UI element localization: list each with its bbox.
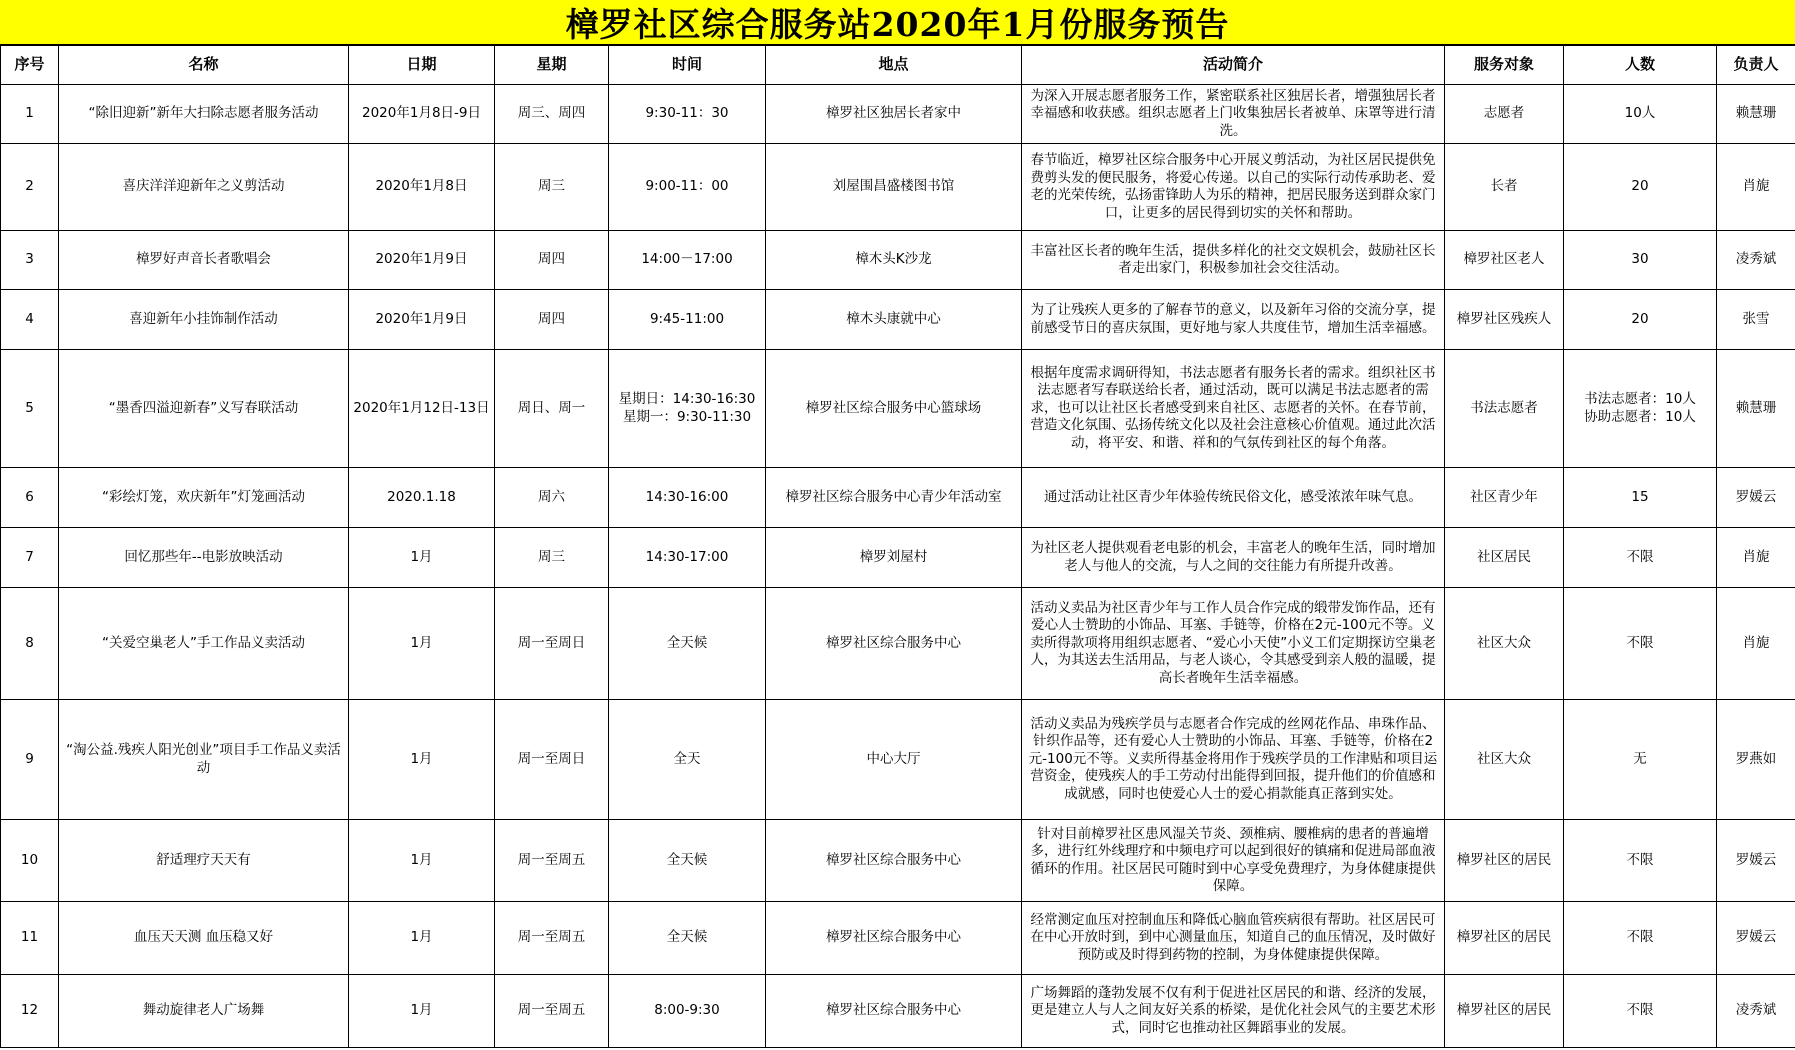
cell-leader: 肖旎 bbox=[1717, 144, 1795, 231]
cell-no: 11 bbox=[1, 902, 59, 975]
cell-count: 20 bbox=[1564, 144, 1717, 231]
cell-weekday: 周三 bbox=[495, 144, 609, 231]
cell-time: 9:00-11：00 bbox=[609, 144, 766, 231]
cell-name: 舒适理疗天天有 bbox=[59, 820, 349, 902]
cell-intro: 通过活动让社区青少年体验传统民俗文化，感受浓浓年味气息。 bbox=[1022, 468, 1445, 528]
cell-intro: 丰富社区长者的晚年生活，提供多样化的社交文娱机会，鼓励社区长者走出家门，积极参加社会交往活动。 bbox=[1022, 231, 1445, 290]
cell-no: 6 bbox=[1, 468, 59, 528]
cell-target: 社区大众 bbox=[1445, 588, 1564, 700]
cell-time: 9:45-11:00 bbox=[609, 290, 766, 350]
table-row bbox=[1, 290, 1795, 350]
cell-count: 不限 bbox=[1564, 975, 1717, 1048]
cell-name: 回忆那些年--电影放映活动 bbox=[59, 528, 349, 588]
cell-date: 2020年1月12日-13日 bbox=[349, 350, 495, 468]
header-no: 序号 bbox=[1, 46, 59, 85]
cell-no: 9 bbox=[1, 700, 59, 820]
cell-date: 2020.1.18 bbox=[349, 468, 495, 528]
cell-target: 社区青少年 bbox=[1445, 468, 1564, 528]
cell-date: 1月 bbox=[349, 588, 495, 700]
header-time: 时间 bbox=[609, 46, 766, 85]
table-row bbox=[1, 902, 1795, 975]
cell-intro: 为了让残疾人更多的了解春节的意义，以及新年习俗的交流分享，提前感受节日的喜庆氛围，更好地与家人共度佳节，增加生活幸福感。 bbox=[1022, 290, 1445, 350]
cell-target: 书法志愿者 bbox=[1445, 350, 1564, 468]
cell-target: 樟罗社区的居民 bbox=[1445, 902, 1564, 975]
cell-count: 不限 bbox=[1564, 528, 1717, 588]
cell-time: 8:00-9:30 bbox=[609, 975, 766, 1048]
cell-place: 樟罗社区综合服务中心 bbox=[766, 820, 1022, 902]
cell-name: “关爱空巢老人”手工作品义卖活动 bbox=[59, 588, 349, 700]
cell-leader: 肖旎 bbox=[1717, 528, 1795, 588]
header-target: 服务对象 bbox=[1445, 46, 1564, 85]
cell-count: 书法志愿者：10人 协助志愿者：10人 bbox=[1564, 350, 1717, 468]
cell-count: 无 bbox=[1564, 700, 1717, 820]
cell-time: 全天候 bbox=[609, 902, 766, 975]
header-weekday: 星期 bbox=[495, 46, 609, 85]
cell-place: 樟罗社区综合服务中心 bbox=[766, 975, 1022, 1048]
cell-no: 10 bbox=[1, 820, 59, 902]
header-name: 名称 bbox=[59, 46, 349, 85]
cell-count: 15 bbox=[1564, 468, 1717, 528]
cell-name: 舞动旋律老人广场舞 bbox=[59, 975, 349, 1048]
cell-weekday: 周一至周日 bbox=[495, 588, 609, 700]
cell-time: 全天 bbox=[609, 700, 766, 820]
cell-place: 樟木头K沙龙 bbox=[766, 231, 1022, 290]
cell-name: 喜庆洋洋迎新年之义剪活动 bbox=[59, 144, 349, 231]
cell-target: 樟罗社区的居民 bbox=[1445, 975, 1564, 1048]
cell-date: 1月 bbox=[349, 700, 495, 820]
cell-leader: 赖慧珊 bbox=[1717, 350, 1795, 468]
cell-no: 3 bbox=[1, 231, 59, 290]
cell-leader: 肖旎 bbox=[1717, 588, 1795, 700]
cell-weekday: 周四 bbox=[495, 290, 609, 350]
cell-date: 1月 bbox=[349, 902, 495, 975]
cell-target: 社区居民 bbox=[1445, 528, 1564, 588]
service-schedule-table bbox=[0, 45, 1795, 1048]
cell-place: 樟罗社区综合服务中心青少年活动室 bbox=[766, 468, 1022, 528]
cell-no: 5 bbox=[1, 350, 59, 468]
cell-intro: 春节临近，樟罗社区综合服务中心开展义剪活动，为社区居民提供免费剪头发的便民服务，将爱心传递。以自己的实际行动传承助老、爱老的光荣传统，弘扬雷锋助人为乐的精神，把居民服务送到群众家门口，让更多的居民得到切实的关怀和帮助。 bbox=[1022, 144, 1445, 231]
cell-place: 樟罗社区综合服务中心 bbox=[766, 902, 1022, 975]
cell-intro: 活动义卖品为残疾学员与志愿者合作完成的丝网花作品、串珠作品、针织作品等，还有爱心人士赞助的小饰品、耳塞、手链等，价格在2元-100元不等。义卖所得基金将用作于残疾学员的工作津贴和项目运营资金，使残疾人的手工劳动付出能得到回报，提升他们的价值感和成就感，同时也使爱心人士的爱心捐款能真正落到实处。 bbox=[1022, 700, 1445, 820]
cell-weekday: 周四 bbox=[495, 231, 609, 290]
table-row bbox=[1, 350, 1795, 468]
table-row bbox=[1, 231, 1795, 290]
cell-no: 2 bbox=[1, 144, 59, 231]
cell-leader: 罗燕如 bbox=[1717, 700, 1795, 820]
cell-no: 4 bbox=[1, 290, 59, 350]
cell-weekday: 周一至周五 bbox=[495, 975, 609, 1048]
table-row bbox=[1, 588, 1795, 700]
cell-name: “淘公益.残疾人阳光创业”项目手工作品义卖活动 bbox=[59, 700, 349, 820]
cell-place: 樟罗社区独居长者家中 bbox=[766, 85, 1022, 144]
cell-intro: 广场舞蹈的蓬勃发展不仅有利于促进社区居民的和谐、经济的发展，更是建立人与人之间友好关系的桥梁，是优化社会风气的主要艺术形式，同时它也推动社区舞蹈事业的发展。 bbox=[1022, 975, 1445, 1048]
cell-count: 不限 bbox=[1564, 902, 1717, 975]
cell-name: “彩绘灯笼，欢庆新年”灯笼画活动 bbox=[59, 468, 349, 528]
cell-count: 10人 bbox=[1564, 85, 1717, 144]
header-place: 地点 bbox=[766, 46, 1022, 85]
table-row bbox=[1, 528, 1795, 588]
cell-no: 7 bbox=[1, 528, 59, 588]
cell-place: 樟罗社区综合服务中心篮球场 bbox=[766, 350, 1022, 468]
cell-leader: 凌秀斌 bbox=[1717, 231, 1795, 290]
header-intro: 活动简介 bbox=[1022, 46, 1445, 85]
cell-place: 刘屋围昌盛楼图书馆 bbox=[766, 144, 1022, 231]
cell-place: 中心大厅 bbox=[766, 700, 1022, 820]
cell-place: 樟罗刘屋村 bbox=[766, 528, 1022, 588]
cell-no: 12 bbox=[1, 975, 59, 1048]
cell-time: 14:30-16:00 bbox=[609, 468, 766, 528]
cell-date: 1月 bbox=[349, 975, 495, 1048]
cell-weekday: 周三 bbox=[495, 528, 609, 588]
table-row bbox=[1, 468, 1795, 528]
cell-weekday: 周一至周五 bbox=[495, 820, 609, 902]
cell-date: 2020年1月8日 bbox=[349, 144, 495, 231]
cell-no: 1 bbox=[1, 85, 59, 144]
cell-date: 2020年1月9日 bbox=[349, 290, 495, 350]
cell-count: 20 bbox=[1564, 290, 1717, 350]
cell-name: 血压天天测 血压稳又好 bbox=[59, 902, 349, 975]
cell-weekday: 周三、周四 bbox=[495, 85, 609, 144]
cell-weekday: 周一至周日 bbox=[495, 700, 609, 820]
cell-name: “除旧迎新”新年大扫除志愿者服务活动 bbox=[59, 85, 349, 144]
header-date: 日期 bbox=[349, 46, 495, 85]
cell-leader: 赖慧珊 bbox=[1717, 85, 1795, 144]
cell-place: 樟罗社区综合服务中心 bbox=[766, 588, 1022, 700]
cell-target: 社区大众 bbox=[1445, 700, 1564, 820]
cell-intro: 针对目前樟罗社区患风湿关节炎、颈椎病、腰椎病的患者的普遍增多，进行红外线理疗和中频电疗可以起到很好的镇痛和促进局部血液循环的作用。社区居民可随时到中心享受免费理疗，为身体健康提供保障。 bbox=[1022, 820, 1445, 902]
header-count: 人数 bbox=[1564, 46, 1717, 85]
cell-time: 14:30-17:00 bbox=[609, 528, 766, 588]
cell-date: 1月 bbox=[349, 528, 495, 588]
cell-count: 不限 bbox=[1564, 588, 1717, 700]
cell-intro: 为社区老人提供观看老电影的机会，丰富老人的晚年生活，同时增加老人与他人的交流，与人之间的交往能力有所提升改善。 bbox=[1022, 528, 1445, 588]
cell-weekday: 周日、周一 bbox=[495, 350, 609, 468]
header-row bbox=[1, 46, 1795, 85]
cell-intro: 根据年度需求调研得知，书法志愿者有服务长者的需求。组织社区书法志愿者写春联送给长者，通过活动，既可以满足书法志愿者的需求，也可以让社区长者感受到来自社区、志愿者的关怀。在春节前，营造文化氛围、弘扬传统文化以及社会注意核心价值观。通过此次活动，将平安、和谐、祥和的气氛传到社区的每个角落。 bbox=[1022, 350, 1445, 468]
cell-name: 樟罗好声音长者歌唱会 bbox=[59, 231, 349, 290]
table-row bbox=[1, 700, 1795, 820]
page-title: 樟罗社区综合服务站2020年1月份服务预告 bbox=[0, 0, 1795, 45]
cell-target: 樟罗社区残疾人 bbox=[1445, 290, 1564, 350]
header-leader: 负责人 bbox=[1717, 46, 1795, 85]
table-row bbox=[1, 144, 1795, 231]
cell-count: 30 bbox=[1564, 231, 1717, 290]
table-row bbox=[1, 85, 1795, 144]
cell-leader: 罗媛云 bbox=[1717, 820, 1795, 902]
cell-place: 樟木头康就中心 bbox=[766, 290, 1022, 350]
cell-time: 全天候 bbox=[609, 588, 766, 700]
cell-time: 14:00－17:00 bbox=[609, 231, 766, 290]
cell-weekday: 周六 bbox=[495, 468, 609, 528]
cell-intro: 活动义卖品为社区青少年与工作人员合作完成的缎带发饰作品，还有爱心人士赞助的小饰品、耳塞、手链等，价格在2元-100元不等。义卖所得款项将用组织志愿者、“爱心小天使”小义工们定期探访空巢老人，为其送去生活用品，与老人谈心，令其感受到亲人般的温暖，提高长者晚年生活幸福感。 bbox=[1022, 588, 1445, 700]
cell-date: 2020年1月8日-9日 bbox=[349, 85, 495, 144]
cell-no: 8 bbox=[1, 588, 59, 700]
cell-name: “墨香四溢迎新春”义写春联活动 bbox=[59, 350, 349, 468]
cell-weekday: 周一至周五 bbox=[495, 902, 609, 975]
cell-time: 9:30-11：30 bbox=[609, 85, 766, 144]
table-row bbox=[1, 975, 1795, 1048]
cell-target: 志愿者 bbox=[1445, 85, 1564, 144]
cell-leader: 张雪 bbox=[1717, 290, 1795, 350]
cell-date: 1月 bbox=[349, 820, 495, 902]
cell-leader: 凌秀斌 bbox=[1717, 975, 1795, 1048]
cell-time: 全天候 bbox=[609, 820, 766, 902]
cell-leader: 罗媛云 bbox=[1717, 902, 1795, 975]
cell-target: 樟罗社区老人 bbox=[1445, 231, 1564, 290]
cell-intro: 为深入开展志愿者服务工作，紧密联系社区独居长者，增强独居长者幸福感和收获感。组织志愿者上门收集独居长者被单、床罩等进行清洗。 bbox=[1022, 85, 1445, 144]
cell-target: 樟罗社区的居民 bbox=[1445, 820, 1564, 902]
table-row bbox=[1, 820, 1795, 902]
cell-leader: 罗媛云 bbox=[1717, 468, 1795, 528]
cell-intro: 经常测定血压对控制血压和降低心脑血管疾病很有帮助。社区居民可在中心开放时到，到中心测量血压，知道自己的血压情况，及时做好预防或及时得到药物的控制，为身体健康提供保障。 bbox=[1022, 902, 1445, 975]
cell-time: 星期日：14:30-16:30 星期一：9:30-11:30 bbox=[609, 350, 766, 468]
cell-name: 喜迎新年小挂饰制作活动 bbox=[59, 290, 349, 350]
cell-count: 不限 bbox=[1564, 820, 1717, 902]
cell-target: 长者 bbox=[1445, 144, 1564, 231]
cell-date: 2020年1月9日 bbox=[349, 231, 495, 290]
